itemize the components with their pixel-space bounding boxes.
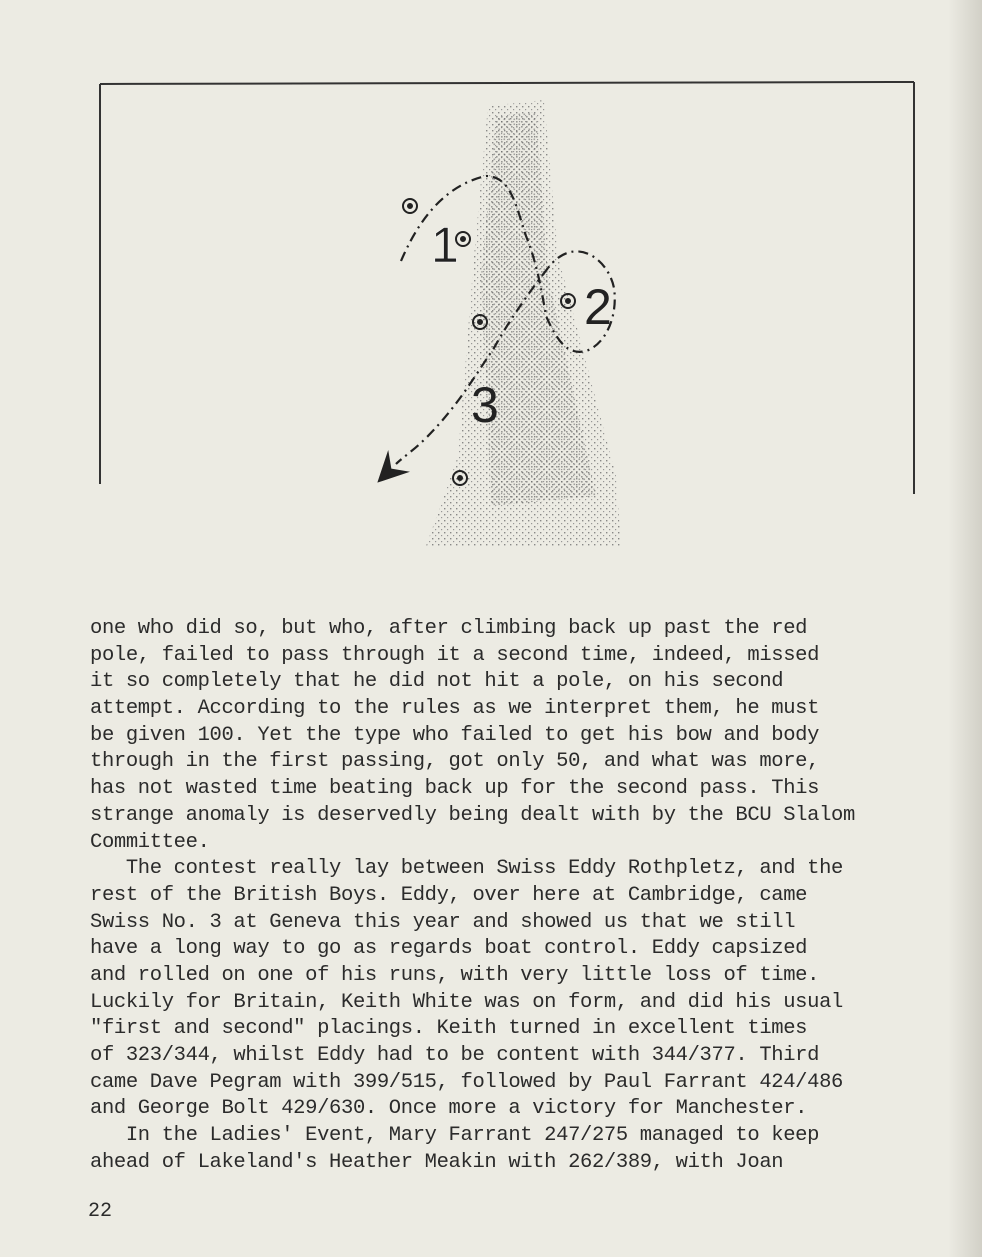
gate-label-3: 3 — [471, 377, 499, 433]
text-line: of 323/344, whilst Eddy had to be content with 344/377. Third — [90, 1044, 820, 1067]
text-line: rest of the British Boys. Eddy, over here at Cambridge, came — [90, 883, 808, 907]
text-line: have a long way to go as regards boat control. Eddy capsized — [90, 937, 808, 961]
slalom-diagram — [96, 76, 918, 556]
text-line: In the Ladies' Event, Mary Farrant 247/275 managed to keep — [90, 1124, 820, 1148]
text-line: Committee. — [90, 830, 210, 854]
text-line: strange anomaly is deservedly being dealt with by the BCU Slalom — [90, 803, 855, 827]
text-line: The contest really lay between Swiss Eddy Rothpletz, and the — [90, 857, 843, 881]
text-line: through in the first passing, got only 50, and what was more, — [90, 750, 820, 774]
text-line: be given 100. Yet the type who failed to get his bow and body — [90, 723, 820, 747]
gate-label-1: 1 — [431, 217, 459, 273]
text-line: one who did so, but who, after climbing back up past the red — [90, 617, 808, 640]
gate-label-2: 2 — [584, 279, 612, 335]
text-line: "first and second" placings. Keith turned in excellent times — [90, 1017, 808, 1041]
pole-marker — [403, 199, 417, 213]
text-line: pole, failed to pass through it a second time, indeed, missed — [90, 643, 820, 667]
text-line: came Dave Pegram with 399/515, followed by Paul Farrant 424/486 — [90, 1070, 843, 1094]
text-line: has not wasted time beating back up for the second pass. This — [90, 777, 820, 801]
text-line: ahead of Lakeland's Heather Meakin with 262/389, with Joan — [90, 1150, 784, 1174]
text-line: and rolled on one of his runs, with very little loss of time. — [90, 963, 820, 987]
text-line: attempt. According to the rules as we interpret them, he must — [90, 697, 820, 721]
page-number: 22 — [88, 1200, 113, 1223]
article-body — [90, 616, 970, 1176]
text-line: Luckily for Britain, Keith White was on form, and did his usual — [90, 990, 843, 1014]
text-line: it so completely that he did not hit a pole, on his second — [90, 670, 784, 694]
text-line: and George Bolt 429/630. Once more a victory for Manchester. — [90, 1097, 808, 1121]
text-line: Swiss No. 3 at Geneva this year and showed us that we still — [90, 910, 796, 934]
